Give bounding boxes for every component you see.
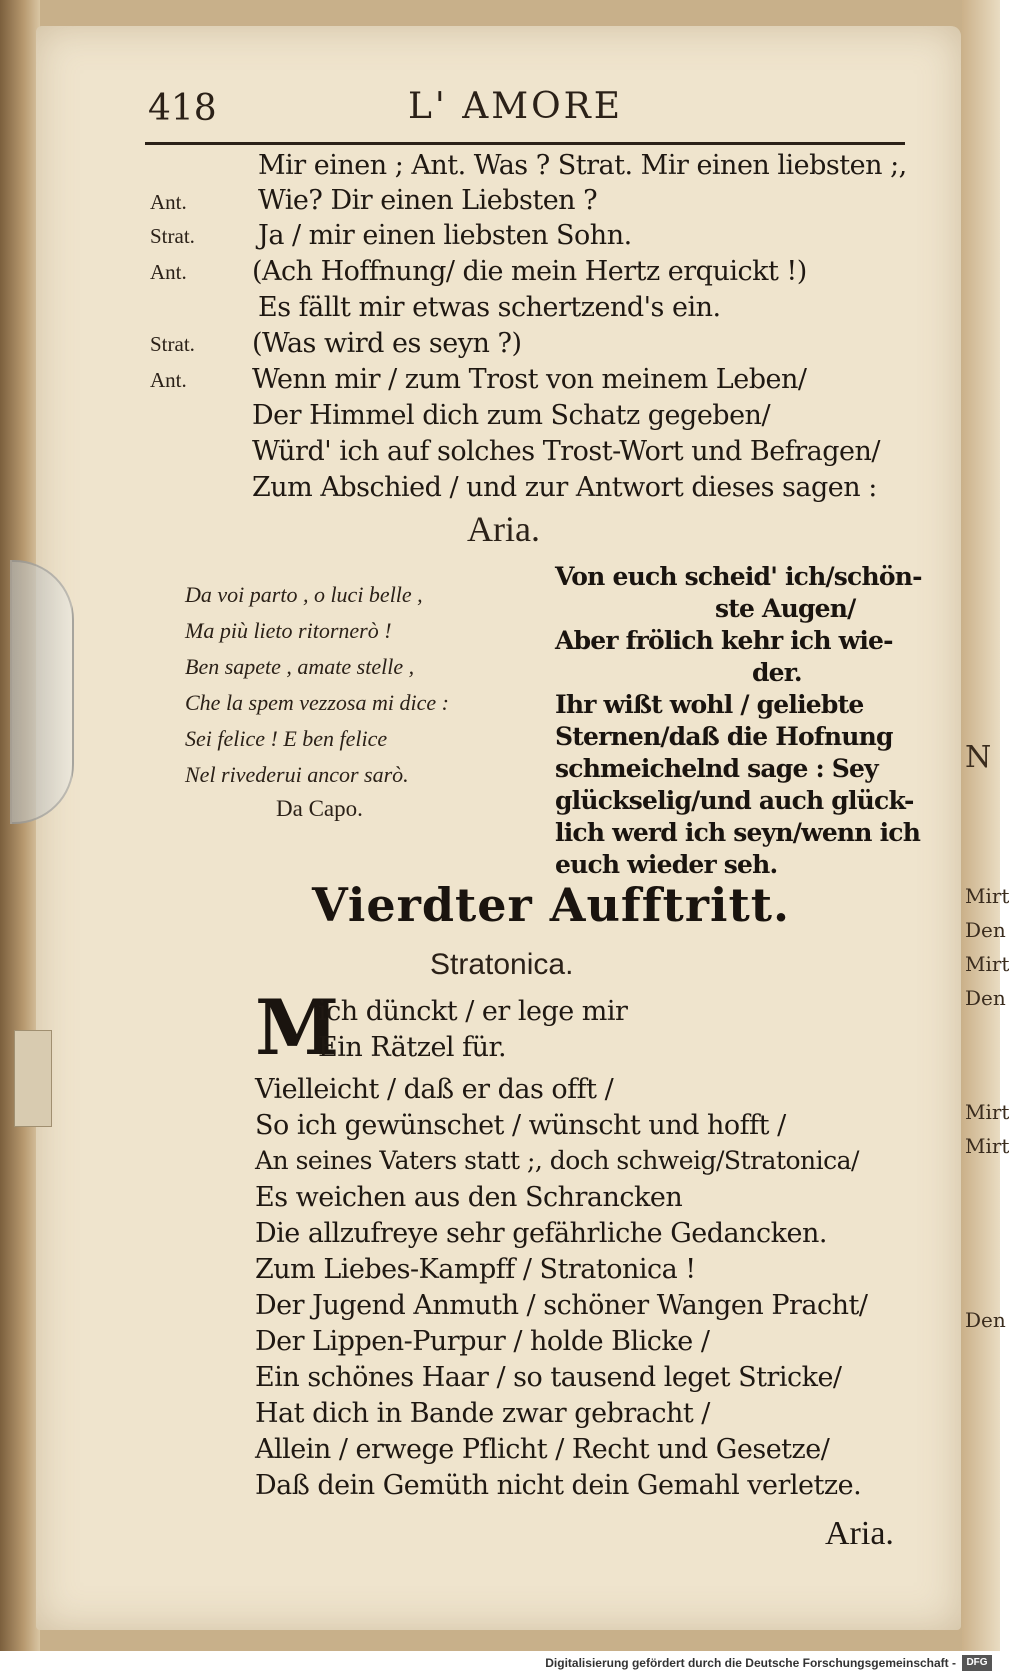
german-verse: Aber frölich kehr ich wie-: [555, 626, 893, 655]
paper-tab: [14, 1030, 52, 1127]
next-page-fragment: Mirt: [965, 952, 1009, 976]
scene-verse: ich dünckt / er lege mir: [318, 996, 628, 1027]
dialogue-line: Ja / mir einen liebsten Sohn.: [258, 220, 632, 251]
scene-verse: Der Lippen-Purpur / holde Blicke /: [255, 1326, 710, 1357]
scene-verse: Es weichen aus den Schrancken: [255, 1182, 683, 1213]
italian-verse: Da voi parto , o luci belle ,: [185, 582, 423, 607]
german-verse: schmeichelnd sage : Sey: [555, 754, 878, 783]
scene-verse: Hat dich in Bande zwar gebracht /: [255, 1398, 710, 1429]
footer-bar: [0, 1651, 1000, 1677]
next-page-fragment: N: [965, 740, 992, 775]
italian-verse: Che la spem vezzosa mi dice :: [185, 690, 449, 715]
next-page-fragment: Mirt: [965, 1100, 1009, 1124]
speaker-label: Ant.: [150, 260, 187, 284]
scene-heading: Vierdter Aufftritt.: [312, 878, 790, 932]
italian-verse: Sei felice ! E ben felice: [185, 726, 388, 751]
dialogue-line: (Ach Hoffnung/ die mein Hertz erquickt !): [252, 256, 807, 287]
book-gutter: [0, 0, 40, 1651]
page-number: 418: [148, 88, 217, 129]
german-verse: Von euch scheid' ich/schön-: [555, 562, 922, 591]
scene-verse: Der Jugend Anmuth / schöner Wangen Pracht/: [255, 1290, 868, 1321]
german-verse: euch wieder seh.: [555, 850, 778, 879]
next-page-fragment: Den: [965, 918, 1006, 942]
scene-verse: Allein / erwege Pflicht / Recht und Gesetze/: [255, 1434, 830, 1465]
catchword: Aria.: [825, 1515, 894, 1552]
aria-heading: Aria.: [467, 509, 540, 549]
dialogue-line: Würd' ich auf solches Trost-Wort und Befragen/: [252, 436, 880, 467]
next-page-fragment: Den: [965, 1308, 1006, 1332]
dialogue-line: Wenn mir / zum Trost von meinem Leben/: [252, 364, 807, 395]
german-verse: ste Augen/: [715, 594, 856, 623]
speaker-label: Strat.: [150, 224, 195, 248]
german-verse: lich werd ich seyn/wenn ich: [555, 818, 921, 847]
next-page-fragment: Mirt: [965, 884, 1009, 908]
italian-verse: Ben sapete , amate stelle ,: [185, 654, 415, 679]
dialogue-line: Wie? Dir einen Liebsten ?: [258, 185, 598, 216]
next-page-fragment: Den: [965, 986, 1006, 1010]
german-verse: glückselig/und auch glück-: [555, 786, 914, 815]
scene-speaker: Stratonica.: [430, 948, 574, 981]
speaker-label: Ant.: [150, 368, 187, 392]
da-capo: Da Capo.: [276, 796, 363, 821]
scene-verse: Vielleicht / daß er das offt /: [255, 1074, 614, 1105]
speaker-label: Ant.: [150, 190, 187, 214]
page-clip: [10, 560, 74, 824]
header-rule: [145, 142, 905, 145]
dialogue-line: Es fällt mir etwas schertzend's ein.: [258, 292, 721, 323]
next-page-edge: [962, 0, 1000, 1651]
german-verse: der.: [752, 658, 802, 687]
scene-verse: Zum Liebes-Kampff / Stratonica !: [255, 1254, 696, 1285]
scene-verse: So ich gewünschet / wünscht und hofft /: [255, 1110, 786, 1141]
drop-cap: M: [255, 983, 340, 1072]
italian-verse: Nel rivederui ancor sarò.: [185, 762, 409, 787]
scene-verse: An seines Vaters statt ;, doch schweig/Stratonica/: [255, 1146, 859, 1175]
dialogue-line: Der Himmel dich zum Schatz gegeben/: [252, 400, 771, 431]
german-verse: Sternen/daß die Hofnung: [555, 722, 893, 751]
german-verse: Ihr wißt wohl / geliebte: [555, 690, 864, 719]
funding-credit: Digitalisierung gefördert durch die Deutsche Forschungsgemeinschaft -: [545, 1656, 956, 1670]
dfg-logo: DFG: [962, 1655, 992, 1671]
running-title: L' AMORE: [408, 86, 624, 127]
scene-verse: Ein Rätzel für.: [318, 1032, 507, 1063]
dialogue-line: (Was wird es seyn ?): [252, 328, 522, 359]
next-page-fragment: Mirt: [965, 1134, 1009, 1158]
scene-verse: Ein schönes Haar / so tausend leget Stricke/: [255, 1362, 842, 1393]
italian-verse: Ma più lieto ritornerò !: [185, 618, 392, 643]
dialogue-line: Mir einen ; Ant. Was ? Strat. Mir einen liebsten ;,: [258, 150, 907, 181]
dialogue-line: Zum Abschied / und zur Antwort dieses sagen :: [252, 472, 877, 503]
speaker-label: Strat.: [150, 332, 195, 356]
scene-verse: Daß dein Gemüth nicht dein Gemahl verletze.: [255, 1470, 862, 1501]
scene-verse: Die allzufreye sehr gefährliche Gedancken.: [255, 1218, 827, 1249]
